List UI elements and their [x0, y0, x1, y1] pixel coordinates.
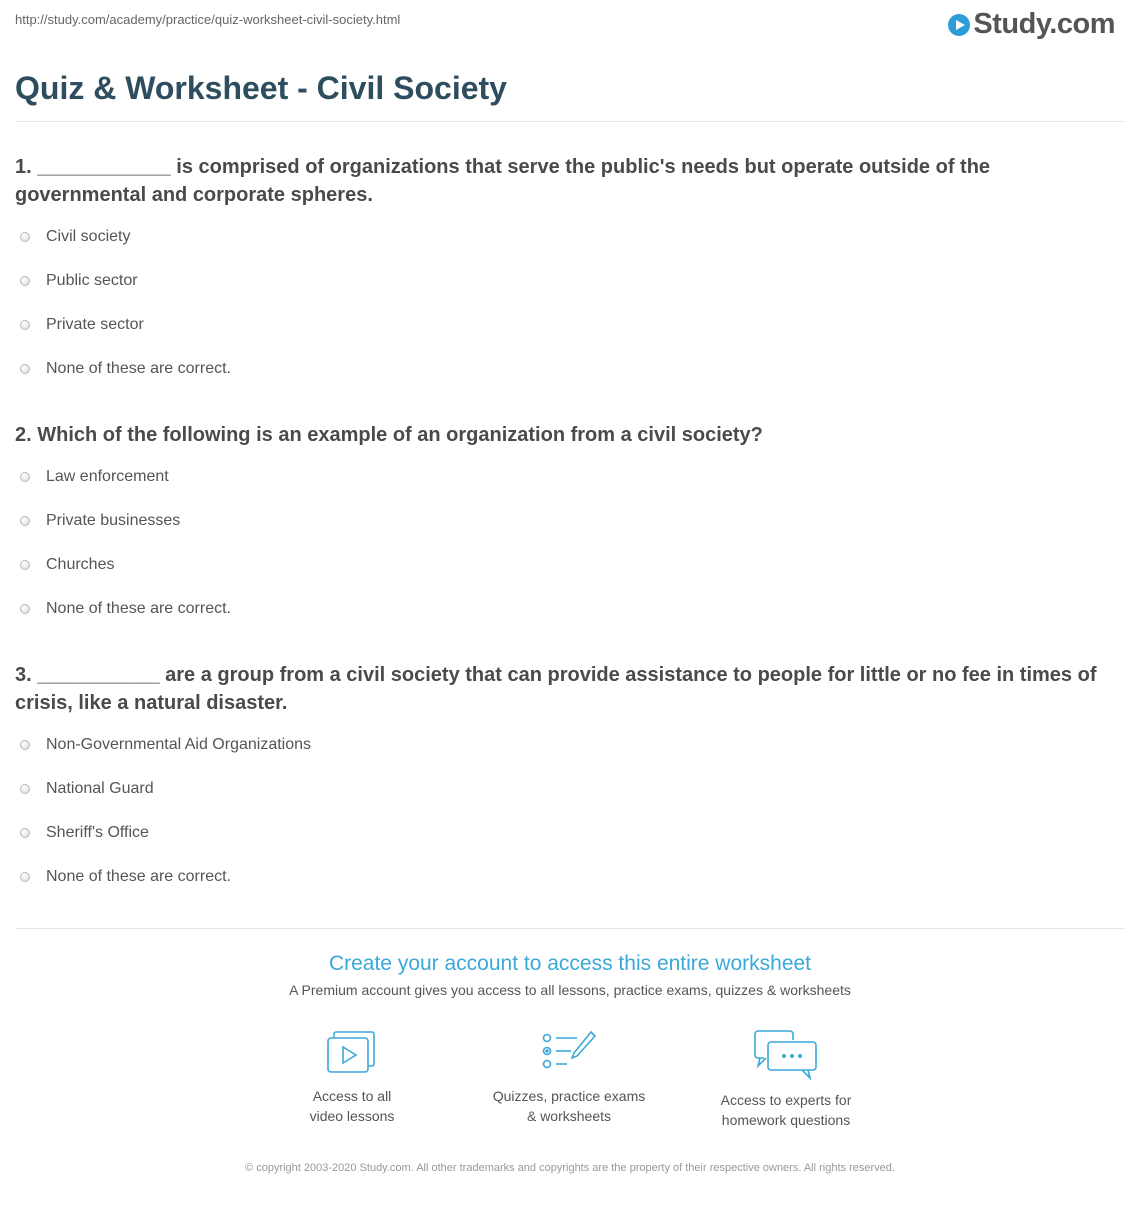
feature-label-line1: Access to experts for [720, 1092, 852, 1108]
radio-button[interactable] [20, 320, 30, 330]
answer-label: Public sector [46, 272, 138, 289]
answer-option[interactable] [20, 316, 144, 334]
answer-option[interactable] [20, 468, 169, 486]
answer-label: National Guard [46, 780, 154, 797]
answer-label: Private sector [46, 316, 144, 333]
promo-divider [15, 928, 1125, 929]
play-circle-icon [948, 14, 970, 36]
copyright-text: © copyright 2003-2020 Study.com. All other trademarks and copyrights are the property of their respective owners. All rights reserved. [245, 1162, 895, 1174]
answer-option[interactable] [20, 868, 231, 886]
feature-label-line2: video lessons [309, 1108, 395, 1124]
feature-label-line1: Access to all [312, 1088, 392, 1104]
radio-button[interactable] [20, 740, 30, 750]
chat-bubbles-icon [754, 1030, 818, 1080]
create-account-link[interactable]: Create your account to access this entire worksheet [328, 952, 812, 975]
answer-option[interactable] [20, 556, 114, 574]
radio-button[interactable] [20, 604, 30, 614]
feature-label-line2: & worksheets [526, 1108, 612, 1124]
answer-option[interactable] [20, 272, 138, 290]
answer-option[interactable] [20, 736, 311, 754]
answer-label: Civil society [46, 228, 131, 245]
page-url: http://study.com/academy/practice/quiz-worksheet-civil-society.html [15, 12, 401, 27]
answer-option[interactable] [20, 824, 149, 842]
question-2: 2. Which of the following is an example of an organization from a civil society? [15, 424, 763, 446]
quiz-checklist-icon [541, 1030, 597, 1076]
radio-button[interactable] [20, 472, 30, 482]
question-3: 3. ___________ are a group from a civil society that can provide assistance to people for little or no fee in times of crisis, like a natural disaster. [15, 664, 1097, 714]
answer-option[interactable] [20, 600, 231, 618]
logo-text: Study.com [973, 8, 1115, 40]
answer-label: Churches [46, 556, 115, 573]
video-lessons-icon [326, 1030, 378, 1076]
answer-option[interactable] [20, 360, 231, 378]
answer-label: None of these are correct. [46, 600, 231, 617]
feature-label-line1: Quizzes, practice exams [492, 1088, 646, 1104]
radio-button[interactable] [20, 828, 30, 838]
radio-button[interactable] [20, 784, 30, 794]
radio-button[interactable] [20, 560, 30, 570]
radio-button[interactable] [20, 232, 30, 242]
answer-option[interactable] [20, 228, 130, 246]
promo-subheading: A Premium account gives you access to all lessons, practice exams, quizzes & worksheets [289, 982, 851, 998]
answer-label: Non-Governmental Aid Organizations [46, 736, 312, 753]
title-divider [15, 121, 1125, 122]
radio-button[interactable] [20, 276, 30, 286]
answer-label: None of these are correct. [46, 360, 231, 377]
feature-label-line2: homework questions [721, 1112, 851, 1128]
radio-button[interactable] [20, 872, 30, 882]
study-logo[interactable] [948, 8, 1115, 41]
feature-experts [686, 1030, 886, 1130]
answer-label: Private businesses [46, 512, 181, 529]
answer-label: None of these are correct. [46, 868, 231, 885]
feature-video-lessons [252, 1030, 452, 1126]
feature-quizzes [469, 1030, 669, 1126]
question-1: 1. ____________ is comprised of organizations that serve the public's needs but operate outside of the governmental and corporate spheres. [15, 156, 991, 206]
answer-label: Law enforcement [46, 468, 169, 485]
radio-button[interactable] [20, 364, 30, 374]
answer-label: Sheriff's Office [46, 824, 149, 841]
answer-option[interactable] [20, 780, 154, 798]
page-title: Quiz & Worksheet - Civil Society [15, 70, 507, 106]
answer-option[interactable] [20, 512, 180, 530]
radio-button[interactable] [20, 516, 30, 526]
